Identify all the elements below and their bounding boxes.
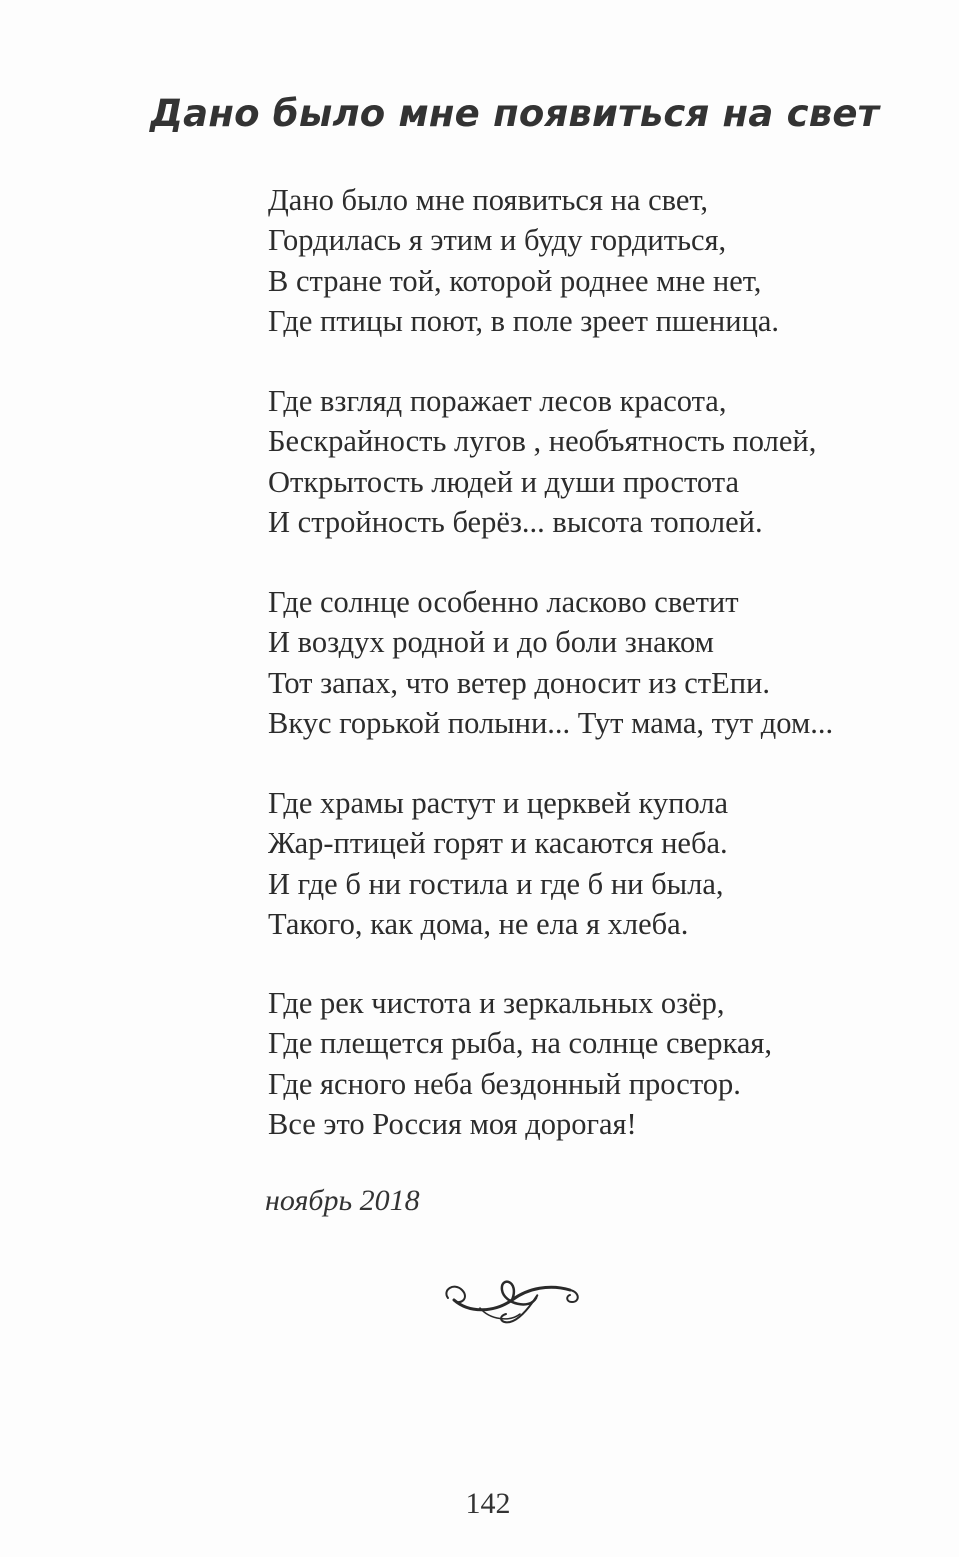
poem-line: Гордилась я этим и буду гордиться, <box>268 223 727 258</box>
poem-line: Где солнце особенно ласково светит <box>268 585 739 619</box>
poem-line: Открытость людей и души простота <box>268 464 739 499</box>
poem-line: Бескрайность лугов , необъятность полей, <box>268 424 817 459</box>
poem-line: Жар-птицей горят и касаются неба. <box>268 826 728 861</box>
poem-line: Дано было мне появиться на свет, <box>268 183 709 217</box>
poem-line: В стране той, которой роднее мне нет, <box>268 263 762 298</box>
poem-line: Где птицы поют, в поле зреет пшеница. <box>268 303 780 338</box>
stanza-3 <box>268 582 833 743</box>
poem-line: Где взгляд поражает лесов красота, <box>268 384 727 418</box>
stanza-4 <box>268 783 728 944</box>
poem-line: И стройность берёз... высота тополей. <box>268 504 763 539</box>
poem-title: Дано было мне появиться на свет <box>150 92 880 135</box>
poem-date: ноябрь 2018 <box>265 1184 420 1217</box>
poem-line: Где плещется рыба, на солнце сверкая, <box>268 1026 773 1061</box>
stanza-2 <box>268 381 816 542</box>
flourish-ornament-icon <box>440 1270 585 1330</box>
stanza-5 <box>268 983 772 1144</box>
poem-line: Такого, как дома, не ела я хлеба. <box>268 906 689 941</box>
stanza-1 <box>268 180 779 341</box>
poem-line: И воздух родной и до боли знаком <box>268 625 714 660</box>
poem-line: Все это Россия моя дорогая! <box>268 1106 637 1141</box>
poem-line: Где храмы растут и церквей купола <box>268 786 729 820</box>
page-number: 142 <box>465 1487 511 1520</box>
poem-line: Вкус горькой полыни... Тут мама, тут дом... <box>268 705 834 740</box>
poem-line: Где рек чистота и зеркальных озёр, <box>268 986 725 1020</box>
poem-line: Где ясного неба бездонный простор. <box>268 1066 741 1101</box>
poem-line: Тот запах, что ветер доносит из стЕпи. <box>268 665 770 700</box>
poem-line: И где б ни гостила и где б ни была, <box>268 866 724 901</box>
